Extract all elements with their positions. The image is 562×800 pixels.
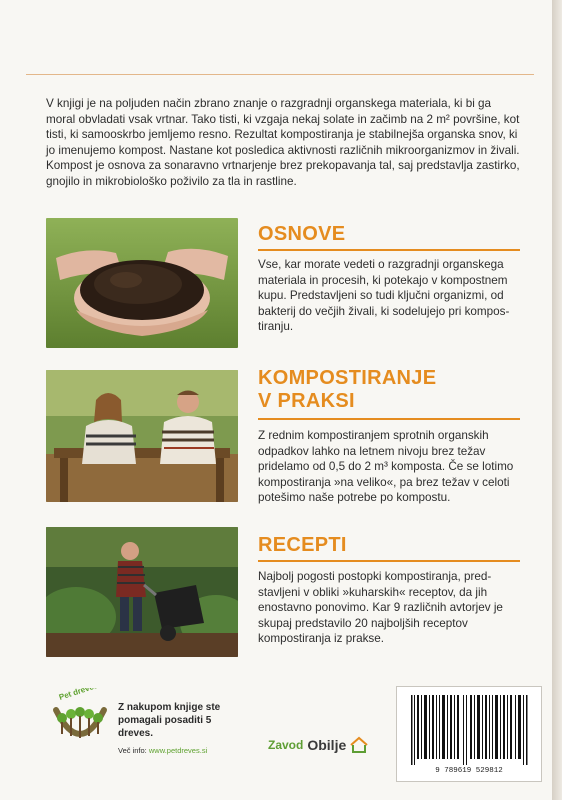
house-icon	[349, 736, 369, 754]
section-recepti-title: RECEPTI	[258, 534, 347, 556]
publisher-name-part2: Obilje	[307, 737, 347, 753]
barcode-bars	[397, 687, 541, 767]
publisher-name-part1: Zavod	[268, 738, 304, 752]
section-kompostiranje-rule	[258, 418, 520, 420]
cover-edge	[552, 0, 562, 800]
section-recepti-rule	[258, 560, 520, 562]
publisher-logo	[268, 736, 369, 754]
pet-dreves-info-label: Več info:	[118, 746, 147, 755]
section-osnove-title: OSNOVE	[258, 223, 346, 245]
isbn-barcode	[396, 686, 542, 782]
pet-dreves-info	[118, 746, 207, 755]
couple-compost-photo	[46, 370, 238, 502]
garden-wheelbarrow-photo	[46, 527, 238, 657]
compost-hands-photo	[46, 218, 238, 348]
isbn-number: 9 789619 529812	[435, 767, 503, 775]
section-recepti-text: Najbolj pogosti postopki kompostiranja, pred-stavljeni v obliki »kuharskih« receptov, da jih enostavno ponovimo. Kar 9 različnih avtorjev je skupaj predstavilo 20 najboljših receptov kompostiranja iz prakse.	[258, 570, 503, 646]
section-kompostiranje-title: KOMPOSTIRANJE V PRAKSI	[258, 367, 437, 412]
pet-dreves-logo-text: Pet dreves	[57, 688, 100, 702]
pet-dreves-message: Z nakupom knjige ste pomagali posaditi 5 dreves.	[118, 702, 221, 739]
pet-dreves-logo	[48, 688, 112, 765]
top-divider	[26, 74, 534, 75]
intro-paragraph: V knjigi je na poljuden način zbrano znanje o razgradnji organskega materiala, ki bi ga moral obvladati vsak vrtnar. Tako tisti, ki vzgaja nekaj solate in začimb na 2 m² površine, kot tisti, ki samooskrbo jemljemo resno. Rezultat kompostiranja je stabilnejša organska snov, ki jo imenujemo kompost. Nastane kot posledica aktivnosti različnih mikroorganizmov in živali. Kompost je osnova za sonaravno vrtnarjenje brez prekopavanja tal, saj predstavlja zastirko, gnojilo in mikrobiološko poživilo za tla in rastline.	[46, 97, 520, 188]
section-osnove-rule	[258, 249, 520, 251]
pet-dreves-url[interactable]: www.petdreves.si	[148, 746, 208, 755]
section-osnove-text: Vse, kar morate vedeti o razgradnji organskega materiala in procesih, ki potekajo v kompostnem kupu. Predstavljeni so tudi ključni organizmi, od bakterij do večjih živali, ki sodelujejo pri kompos-tiranju.	[258, 258, 510, 334]
section-kompostiranje-text: Z rednim kompostiranjem sprotnih organskih odpadkov lahko na letnem nivoju brez težav pridelamo od 0,5 do 2 m³ komposta. Če se lotimo kompostiranja »na veliko«, pa brez težav v celoti potešimo naše potrebe po kompostu.	[258, 429, 514, 505]
